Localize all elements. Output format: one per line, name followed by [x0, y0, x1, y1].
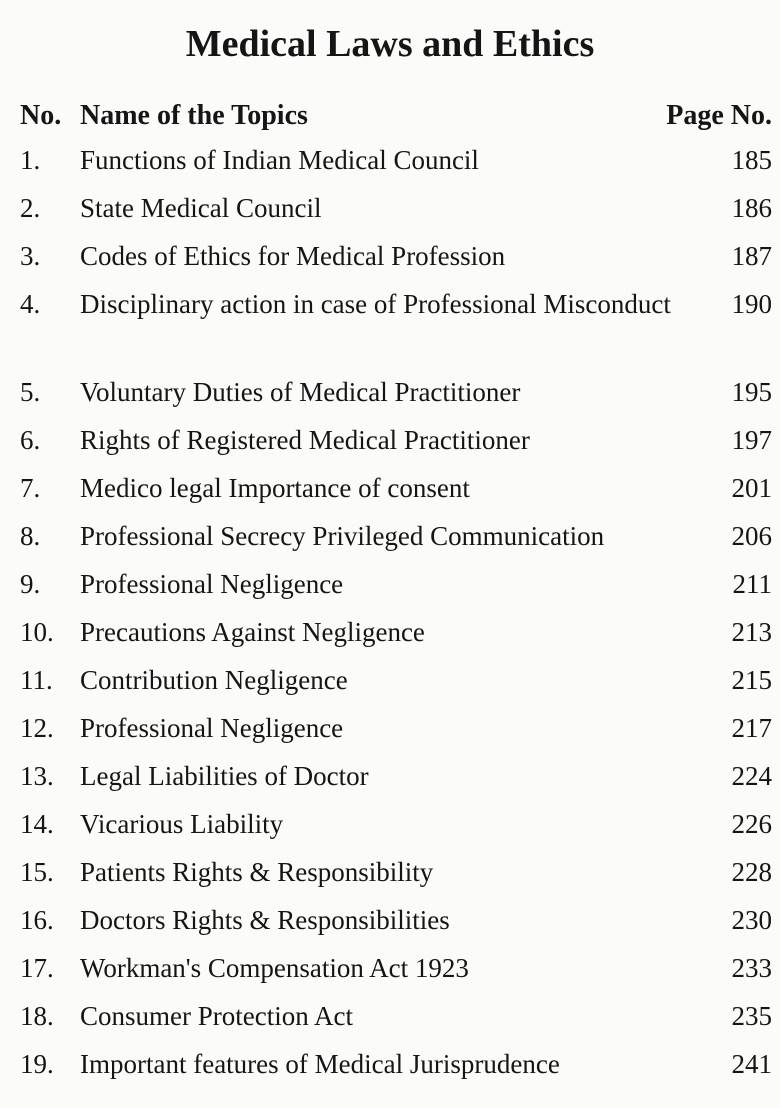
page-number: 186 — [731, 192, 772, 223]
page-number: 233 — [731, 952, 772, 983]
row-number: 15. — [20, 856, 54, 887]
topic-name: Voluntary Duties of Medical Practitioner — [80, 376, 521, 407]
table-row — [20, 1040, 772, 1088]
page-number: 235 — [731, 1000, 772, 1031]
row-number: 8. — [20, 520, 41, 551]
page-number: 226 — [731, 808, 772, 839]
row-number: 10. — [20, 616, 54, 647]
table-row — [20, 184, 772, 232]
row-number: 18. — [20, 1000, 54, 1031]
topic-name: Disciplinary action in case of Professional Misconduct — [80, 289, 671, 319]
row-number: 3. — [20, 240, 41, 271]
topic-name: Codes of Ethics for Medical Profession — [80, 240, 506, 271]
table-row — [20, 136, 772, 184]
row-number: 9. — [20, 568, 41, 599]
page-number: 211 — [732, 568, 772, 599]
topic-name: Doctors Rights & Responsibilities — [80, 904, 450, 935]
topic-name: Professional Negligence — [80, 712, 344, 743]
header-no: No. — [20, 100, 62, 131]
page-number: 215 — [731, 664, 772, 695]
page-number: 224 — [731, 760, 772, 791]
table-row — [20, 512, 772, 560]
topic-name: Professional Negligence — [80, 568, 344, 599]
page-number: 190 — [731, 289, 772, 319]
table-row — [20, 464, 772, 512]
row-number: 12. — [20, 712, 54, 743]
topic-name: Contribution Negligence — [80, 664, 348, 695]
row-number: 17. — [20, 952, 54, 983]
table-row — [20, 232, 772, 280]
header-page: Page No. — [666, 100, 772, 131]
header-name: Name of the Topics — [80, 100, 308, 131]
table-row — [20, 848, 772, 896]
page-number: 187 — [731, 240, 772, 271]
row-number: 1. — [20, 144, 41, 175]
row-number: 7. — [20, 472, 41, 503]
topic-name: Rights of Registered Medical Practitioner — [80, 424, 530, 455]
page-number: 230 — [731, 904, 772, 935]
topic-name: Consumer Protection Act — [80, 1000, 353, 1031]
page-number: 185 — [731, 144, 772, 175]
table-row — [20, 416, 772, 464]
topic-name: Legal Liabilities of Doctor — [80, 760, 369, 791]
table-row — [20, 800, 772, 848]
page-number: 217 — [731, 712, 772, 743]
row-number: 5. — [20, 376, 41, 407]
row-number: 2. — [20, 192, 41, 223]
topic-name: State Medical Council — [80, 192, 322, 223]
table-row — [20, 368, 772, 416]
topic-name: Medico legal Importance of consent — [80, 472, 470, 503]
table-row — [20, 944, 772, 992]
page-number: 195 — [731, 376, 772, 407]
page-title: Medical Laws and Ethics — [185, 23, 595, 65]
row-number: 4. — [20, 289, 41, 319]
table-row — [20, 992, 772, 1040]
table-row — [20, 656, 772, 704]
page-number: 201 — [731, 472, 772, 503]
table-row — [20, 280, 772, 368]
page-number: 228 — [731, 856, 772, 887]
table-row — [20, 704, 772, 752]
page-number: 206 — [731, 520, 772, 551]
page-number: 213 — [731, 616, 772, 647]
row-number: 11. — [20, 664, 53, 695]
topic-name: Important features of Medical Jurisprudence — [80, 1048, 560, 1079]
table-row — [20, 896, 772, 944]
row-number: 14. — [20, 808, 54, 839]
topic-name: Workman's Compensation Act 1923 — [80, 952, 469, 983]
table-row — [20, 608, 772, 656]
row-number: 6. — [20, 424, 41, 455]
page-number: 197 — [731, 424, 772, 455]
page-number: 241 — [731, 1048, 772, 1079]
table-header — [20, 96, 772, 136]
topic-name: Precautions Against Negligence — [80, 616, 425, 647]
table-row — [20, 752, 772, 800]
topic-name: Patients Rights & Responsibility — [80, 856, 434, 887]
topic-name: Professional Secrecy Privileged Communication — [80, 520, 605, 551]
row-number: 13. — [20, 760, 54, 791]
row-number: 19. — [20, 1048, 54, 1079]
topic-name: Functions of Indian Medical Council — [80, 144, 479, 175]
contents-list — [20, 136, 772, 1088]
row-number: 16. — [20, 904, 54, 935]
topic-name: Vicarious Liability — [80, 808, 284, 839]
table-row — [20, 560, 772, 608]
